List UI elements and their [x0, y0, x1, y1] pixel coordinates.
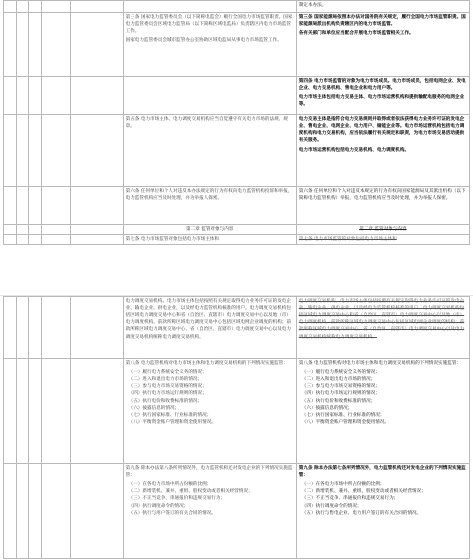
new-text: 电力市场运营机构包括电力交易机构、电力调度机构。 [298, 147, 410, 153]
list-item: （一）履行电力系统安全义务的情况； [128, 370, 207, 376]
new-text-cell [296, 115, 469, 187]
new-item-list [299, 369, 467, 426]
table-row [4, 1, 470, 13]
old-text: 电力调度交易机构。电力市场主体包括按照有关规定取得电力业务许可证的发电企业、输电企业、供电企业，以及经电力监管机构核准的用户。电力调度交易机构包括区域电力调度交易中心和省（自治区、直辖市）电力调度交易中心以及地（市）电力调度机构。前款所称区域电力调度交易中心包括区域电网企业调度的机构；前款所称区域电力调度交易中心、省（自治区、直辖市）电力调度交易中心以及电力调度交易机构统称电力调度交易机构。 [125, 299, 291, 340]
old-text-cell [123, 359, 296, 464]
new-text-cell [296, 1, 469, 13]
list-item: （四）执行电力市场运行规则的情况； [301, 391, 380, 397]
list-item: （二）新增装机、兼并、重组、股权变动或者相关经营情况； [128, 489, 253, 495]
table-row [4, 297, 470, 359]
old-text: 第五条 电力市场主体、电力调度交易机构应当自觉遵守有关电力市场的法规、规章。 [125, 117, 288, 130]
page-gap [0, 270, 473, 295]
old-text-cell [123, 115, 296, 187]
old-text: 第九条 除本办法第八条所列情况外，电力监管机构还对发电企业的下列情况实施监管： [125, 466, 293, 479]
list-item: （三）不正当竞争、串通报价和违规交易行为； [128, 496, 226, 502]
new-text-cell [296, 464, 469, 559]
old-text-cell [123, 464, 296, 559]
new-text-cell [296, 77, 469, 115]
new-text: 电力调度交易机构。电力市场主体包括按照有关规定取得电力业务许可证的发电企业、输电企业、供电企业，以及经电力监管机构核准的用户。电力调度交易机构包括区域电力调度交易中心和省（自治区、直辖市）电力调度交易中心以及地（市）电力调度机构。前款所称区域电力调度交易中心包括区域电网企业调度的机构；前款所称区域电力调度交易中心、省（自治区、直辖市）电力调度交易中心以及电力调度交易机构统称电力调度交易机构。 [298, 299, 465, 340]
list-item: （三）参与电力市场交易资格的情况； [128, 384, 207, 390]
list-item: （一）在各电力市场中所占份额的比例； [301, 482, 385, 488]
list-item: （一）在各电力市场中所占份额的比例； [128, 482, 212, 488]
comparison-table-1 [3, 0, 470, 245]
list-item: （五）执行电价和收费标准的情况； [301, 398, 376, 404]
new-text: 电力交易主体是指符合电力交易规则并取得或者依法获得电力业务许可证的发电企业、售电企业、电网企业、电力用户、储能企业等。电力市场运营机构包括电力调度机构和电力交易机构，应当依法履行有关规定和职责，为电力市场交易活动提供有关服务。 [298, 117, 465, 144]
new-text-cell [296, 297, 469, 359]
old-text-cell [123, 297, 296, 359]
new-text-cell [296, 235, 469, 245]
list-item: （七）执行国家标准、行业标准的情况； [301, 412, 385, 418]
document-page-2 [0, 295, 473, 560]
document-page-1 [0, 0, 473, 270]
new-item-list [299, 481, 467, 517]
list-item: （五）执行电价和收费标准的情况； [128, 398, 203, 404]
old-text-cell [123, 235, 296, 245]
old-item-list [126, 481, 294, 517]
list-item: （三）不正当竞争、串通报价和违规交易行为； [301, 496, 399, 502]
old-item-list [126, 369, 294, 426]
list-item: （四）执行电力市场运行规则的情况； [128, 391, 207, 397]
comparison-table-2 [3, 296, 470, 559]
list-item: （四）执行调度命令的情况； [301, 503, 362, 509]
new-text: 第六条 任何单位和个人对违反本规定的行为有权向国家能源局及其派出机构（以下简称电力监管机构）举报，电力监管机构应当及时处理，并为举报人保密。 [298, 189, 466, 202]
list-item: （二）进入和退出电力市场的情况； [128, 377, 203, 383]
old-text-cell [123, 1, 296, 13]
table-row [4, 464, 470, 559]
list-item: （五）执行与用户签订的有关合同的情况。 [128, 510, 216, 516]
new-text-cell [296, 187, 469, 225]
new-text: 第四条 电力市场监管的对象为电力市场成员。电力市场成员，包括电网企业、发电企业、电力交易机构、售电企业和电力用户等。 [298, 79, 466, 92]
table-row [4, 13, 470, 77]
old-text-cell [123, 187, 296, 225]
chapter-heading-new: 第二章 监管对象与内容 [296, 225, 469, 235]
table-row [4, 359, 470, 464]
old-text: 第三条 国家电力监管委员会（以下简称电监会）履行全国电力市场监管职责。国家电力监管委员会区域电力监管局（以下简称区域电监局）负责辖区内电力市场监管工作。 [125, 15, 293, 35]
new-text-cell [296, 13, 469, 77]
new-text: 第三条 国家能源局依照本办法对国务院有关规定，履行全国电力市场监管职责。国家能源局派出机构负责辖区内的电力市场监管。 [298, 15, 466, 28]
new-text: 制定本办法。 [298, 3, 327, 8]
new-text: 电力市场主体包括电力交易主体、电力市场运营机构和提供输配电服务的电网企业等。 [298, 95, 465, 108]
table-row [4, 235, 470, 245]
list-item: （七）执行国家标准、行业标准的情况； [128, 412, 212, 418]
old-text: 第六条 任何单位和个人对违反本办法规定的行为有权向电力监管机构投诉和举报，电力监管机构应当及时处理，并为举报人保密。 [125, 189, 293, 202]
list-item: （八）平衡资金账户管理和资金使用情况。 [128, 419, 216, 425]
table-row [4, 225, 470, 235]
old-text: 国家电力监管委员会城市监管办公室协助区域电监局从事电力市场监管工作。 [125, 38, 282, 44]
old-text-cell [123, 13, 296, 77]
chapter-heading-old: 第二章 监管对象与内容 [123, 225, 296, 235]
list-item: （八）平衡资金账户管理和资金使用情况。 [301, 419, 390, 425]
list-item: （三）参与电力市场交易资格的情况； [301, 384, 380, 390]
old-text: 第七条 电力市场监管对象包括电力市场主体和 [125, 237, 219, 243]
list-item: （六）披露信息的情况； [301, 405, 353, 411]
new-text: 第九条 除本办法第七条所列情况外，电力监管机构还对发电企业的下列情况实施监管： [298, 466, 466, 479]
new-text-cell [296, 359, 469, 464]
old-text: 第八条 电力监管机构对电力市场主体和电力调度交易机构的下列情况实施监管： [125, 361, 288, 366]
old-text-cell [123, 77, 296, 115]
table-row [4, 77, 470, 115]
list-item: （六）披露信息的情况； [128, 405, 180, 411]
list-item: （二）新增装机、兼并、重组、股权变动或者相关经营情况； [301, 489, 426, 495]
table-row [4, 187, 470, 225]
table-row [4, 115, 470, 187]
list-item: （二）进入和退出电力市场的情况； [301, 377, 376, 383]
list-item: （四）执行调度命令的情况； [128, 503, 189, 509]
list-item: （一）履行电力系统安全义务的情况； [301, 370, 380, 376]
new-text: 各有关部门和单位应当配合开展电力市场监管相关工作。 [298, 31, 414, 37]
list-item: （五）执行与售电企业、电力用户签订的有关合同的情况。 [301, 510, 422, 516]
new-text: 第八条 电力监管机构对电力市场主体和电力调度交易机构的下列情况实施监管： [298, 361, 462, 366]
new-text: 第七条 电力市场监管的对象包括电力市场主体和 [298, 237, 397, 243]
